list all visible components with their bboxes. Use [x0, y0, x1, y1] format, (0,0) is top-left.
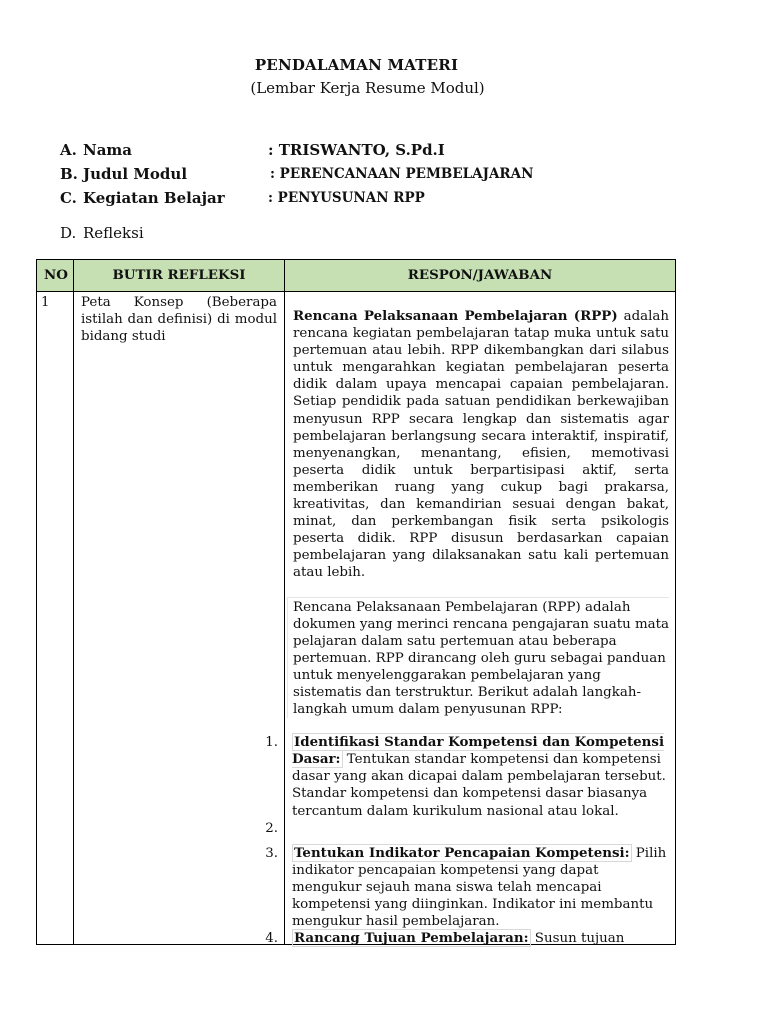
step-number: 4.: [265, 931, 278, 947]
row-number: 1: [37, 292, 74, 945]
response-paragraph-2: Rencana Pelaksanaan Pembelajaran (RPP) adalah dokumen yang merinci rencana pengajaran suatu mata pelajaran dalam satu pertemuan atau beberapa pertemuan. RPP dirancang oleh guru sebagai panduan untuk menyelenggarakan pembelajaran yang sistematis dan terstruktur. Berikut adalah langkah-langkah umum dalam penyusunan RPP:: [287, 597, 669, 719]
step-title: Identifikasi Standar Kompetensi dan Kompetensi Dasar:: [292, 734, 665, 768]
list-item: [265, 734, 669, 819]
refleksi-label: Refleksi: [83, 224, 144, 242]
page-title: PENDALAMAN MATERI: [254, 56, 459, 74]
row-response-cell: [265, 292, 676, 947]
info-label: Judul Modul: [83, 165, 188, 183]
info-letter: A.: [60, 141, 77, 159]
list-item: [265, 844, 669, 930]
info-value: : PERENCANAAN PEMBELAJARAN: [270, 166, 534, 182]
info-value: : PENYUSUNAN RPP: [268, 190, 425, 206]
info-label: Kegiatan Belajar: [83, 189, 225, 207]
step-title: Rancang Tujuan Pembelajaran:: [294, 930, 529, 947]
response-paragraph-1: [293, 308, 669, 582]
refleksi-letter: D.: [60, 224, 77, 242]
refleksi-heading: [60, 224, 144, 242]
table-row: [37, 292, 676, 945]
header-respon-jawaban: RESPON/JAWABAN: [285, 260, 676, 292]
list-item: [265, 930, 669, 947]
step-number: 1.: [265, 735, 278, 751]
step-number: 3.: [265, 845, 278, 861]
page-subtitle: (Lembar Kerja Resume Modul): [250, 79, 485, 97]
table-header-row: [37, 260, 676, 292]
list-item: [265, 820, 669, 837]
info-letter: B.: [60, 165, 78, 183]
rpp-definition-text: adalah rencana kegiatan pembelajaran tatap muka untuk satu pertemuan atau lebih. RPP dikembangkan dari silabus untuk mengarahkan kegiatan pembelajaran peserta didik dalam upaya mencapai capaian pembelajaran. Setiap pendidik pada satuan pendidikan berkewajiban menyusun RPP secara lengkap dan sistematis agar pembelajaran berlangsung secara interaktif, inspiratif, menyenangkan, menantang, efisien, memotivasi peserta didik untuk berpartisipasi aktif, serta memberikan ruang yang cukup bagi prakarsa, kreativitas, dan kemandirian sesuai dengan bakat, minat, dan perkembangan fisik serta psikologis peserta didik. RPP disusun berdasarkan capaian pembelajaran yang dilaksanakan satu kali pertemuan atau lebih.: [293, 309, 670, 581]
header-no: NO: [37, 260, 74, 292]
info-letter: C.: [60, 189, 77, 207]
steps-list: [265, 734, 669, 947]
header-butir-refleksi: BUTIR REFLEKSI: [74, 260, 285, 292]
step-text: Tentukan standar kompetensi dan kompetensi dasar yang akan dicapai dalam pembelajaran tersebut. Standar kompetensi dan kompetensi dasar biasanya tercantum dalam kurikulum nasional atau lokal.: [292, 752, 666, 819]
step-text: Pilih indikator pencapaian kompetensi yang dapat mengukur sejauh mana siswa telah mencapai kompetensi yang diinginkan. Indikator ini membantu mengukur hasil pembelajaran.: [292, 845, 667, 929]
step-number: 2.: [265, 820, 278, 836]
step-text: Susun tujuan: [530, 931, 625, 947]
row-butir-text: Peta Konsep (Beberapa istilah dan definisi) di modul bidang studi: [74, 292, 285, 945]
info-value: : TRISWANTO, S.Pd.I: [268, 141, 445, 159]
reflection-table: [36, 259, 676, 945]
info-label: Nama: [83, 141, 133, 159]
rpp-definition-term: Rencana Pelaksanaan Pembelajaran (RPP): [293, 308, 618, 324]
step-title: Tentukan Indikator Pencapaian Kompetensi:: [294, 844, 630, 861]
